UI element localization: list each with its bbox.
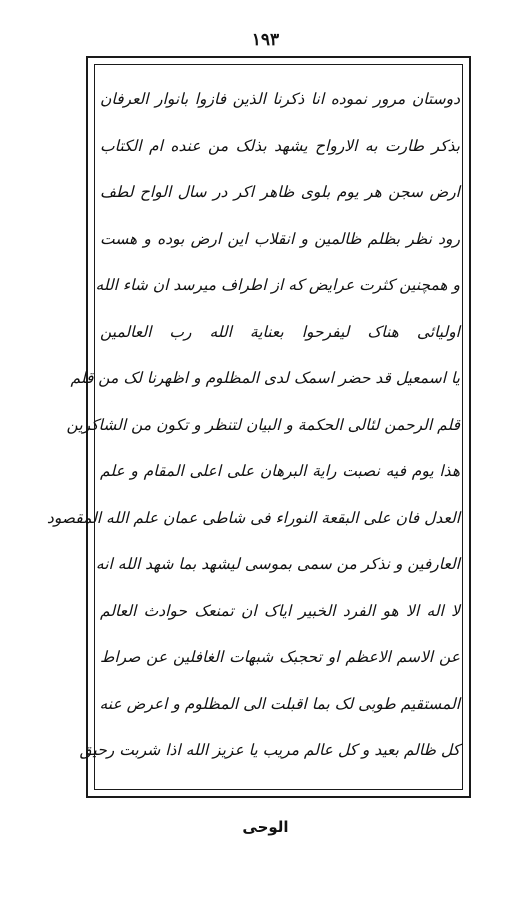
text-line: ارض سجن هر یوم بلوی ظاهر اکر در سال الواح لطف	[100, 183, 460, 201]
text-line: رود نظر بظلم ظالمین و انقلاب این ارض بوده و هست	[100, 229, 460, 248]
text-line: لا اله الا هو الفرد الخبیر ایاک ان تمنعک حوادث العالم	[100, 601, 460, 620]
text-line: العدل فان علی البقعة النوراء فی شاطی عمان علم الله المقصود	[46, 508, 460, 527]
text-line: دوستان مرور نموده انا ذکرنا الذین فازوا بانوار العرفان	[100, 90, 460, 108]
text-line: قلم الرحمن لئالی الحکمة و البیان لتنظر و تکون من الشاکرین	[66, 415, 460, 434]
text-line: بذکر طارت به الارواح یشهد بذلک من عنده ام الکتاب	[100, 136, 460, 155]
manuscript-text-block	[46, 76, 460, 776]
catchword: الوحی	[242, 818, 289, 836]
text-line: هذا یوم فیه نصبت رایة البرهان علی اعلی المقام و علم	[100, 462, 460, 480]
text-line: کل ظالم بعید و کل عالم مریب یا عزیز الله اذا شربت رحیق	[79, 741, 460, 759]
text-line: اولیائی هناک لیفرحوا بعنایة الله رب العالمین	[100, 322, 460, 341]
page-number: ١٩٣	[251, 30, 280, 50]
text-line: یا اسمعیل قد حضر اسمک لدی المظلوم و اظهرنا لک من قلم	[70, 369, 460, 387]
text-line: و همچنین کثرت عرایض که از اطراف میرسد ان شاء الله	[95, 276, 460, 294]
text-line: المستقیم طوبی لک بما اقبلت الی المظلوم و اعرض عنه	[99, 694, 460, 713]
text-line: العارفین و نذکر من سمی بموسی لیشهد بما شهد الله انه	[95, 555, 460, 573]
text-line: عن الاسم الاعظم او تحجبک شبهات الغافلین عن صراط	[100, 648, 460, 666]
